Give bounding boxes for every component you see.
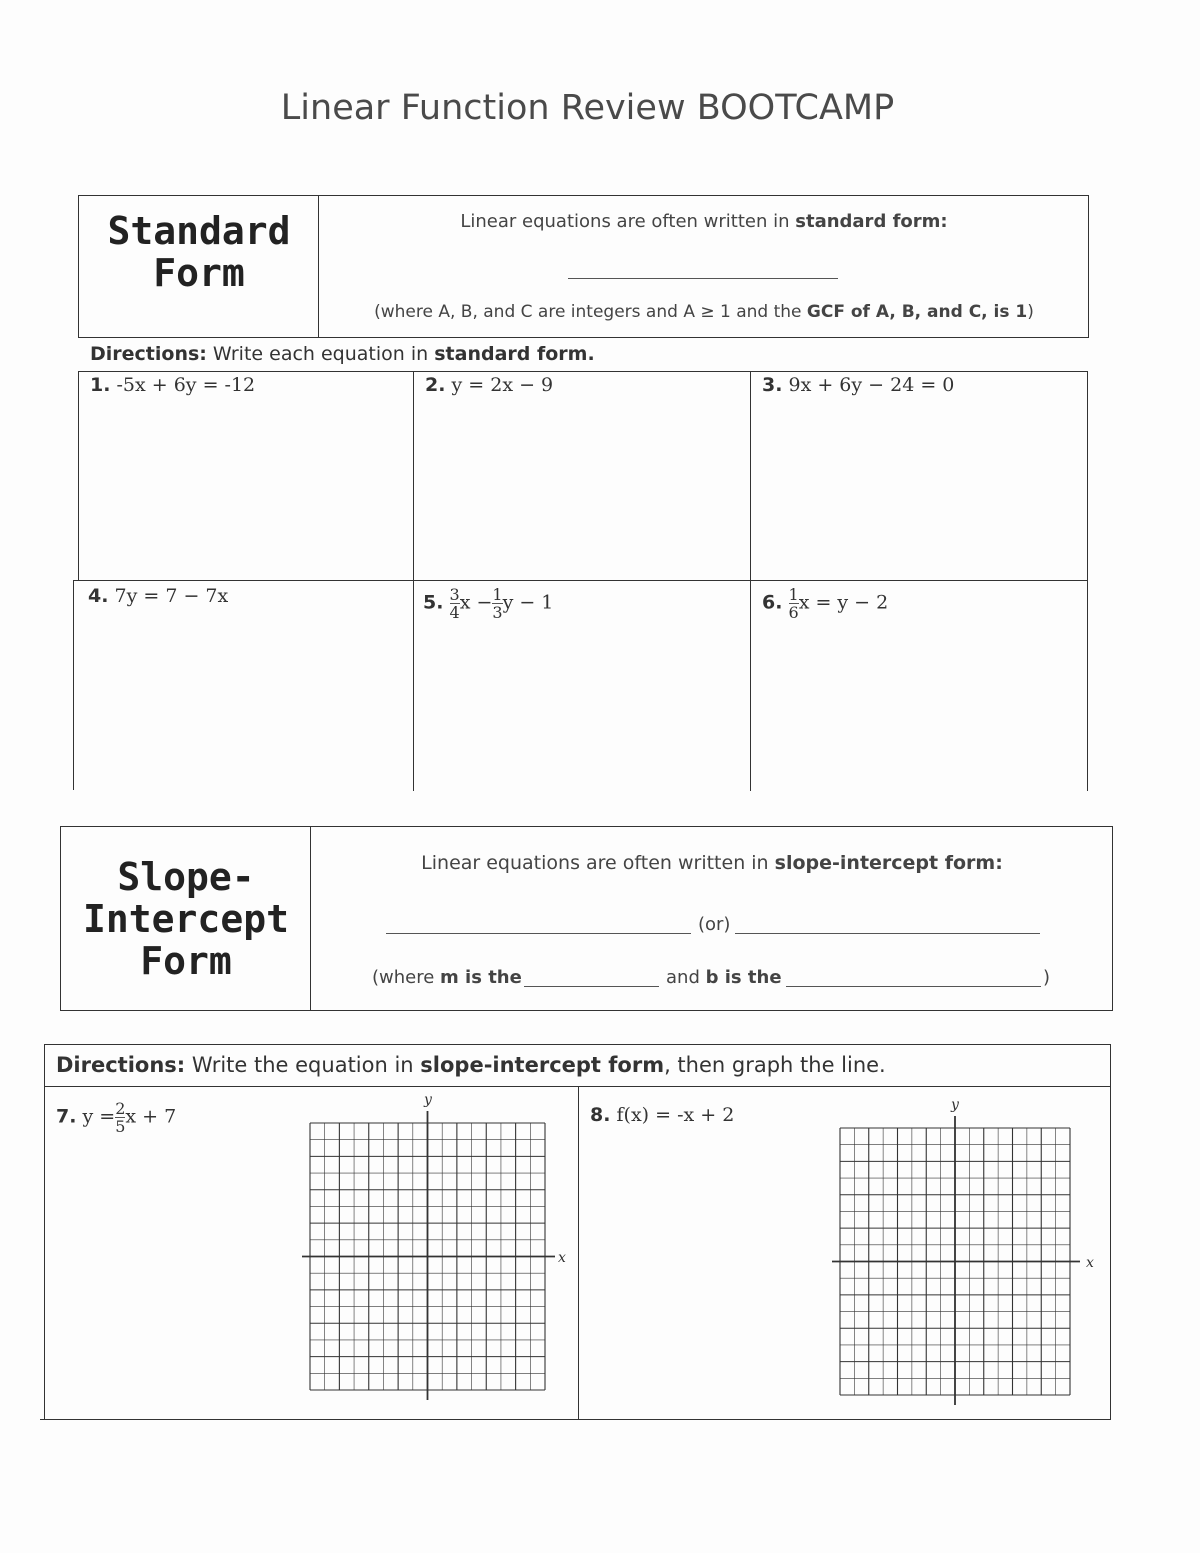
problem-7: [56, 1100, 176, 1135]
note-b: b is the: [705, 967, 782, 988]
note-end: ): [1043, 967, 1051, 988]
slope-intercept-heading: [62, 856, 310, 982]
directions-bold: slope-intercept form: [420, 1053, 665, 1077]
directions-text: Write the equation in: [185, 1053, 421, 1077]
divider: [73, 580, 74, 790]
problem-4: [88, 585, 228, 607]
fraction: [789, 586, 799, 621]
intro-text: Linear equations are often written in: [460, 211, 796, 232]
intercept-blank[interactable]: [786, 986, 1041, 987]
divider: [1110, 1044, 1111, 1420]
directions-bold: standard form.: [434, 343, 595, 365]
equation-part: x = y − 2: [798, 591, 889, 614]
slope-intercept-note-b: [666, 967, 782, 988]
numerator: 3: [449, 585, 460, 604]
heading-line: Slope-: [117, 855, 255, 899]
fraction: [492, 586, 502, 621]
divider: [750, 371, 751, 791]
numerator: 1: [492, 585, 503, 604]
note-text: and: [666, 967, 706, 988]
note-m: m is the: [440, 967, 522, 988]
problem-1: [90, 374, 255, 396]
problem-equation: -5x + 6y = -12: [116, 374, 256, 396]
equation-part: y − 1: [502, 591, 554, 614]
fraction: [115, 1100, 125, 1135]
note-bold: GCF of A, B, and C, is 1: [806, 302, 1028, 322]
worksheet-title: Linear Function Review BOOTCAMP: [280, 88, 895, 128]
denominator: 4: [449, 603, 460, 622]
equation-part: x + 7: [125, 1105, 177, 1128]
directions-text: Write each equation in: [206, 343, 435, 365]
coordinate-grid-7[interactable]: [310, 1123, 545, 1394]
heading-line: Form: [153, 251, 245, 295]
answer-blank[interactable]: [735, 933, 1040, 934]
divider: [74, 580, 1088, 581]
problem-number: 4.: [88, 585, 109, 607]
problem-5: [423, 586, 553, 621]
divider: [318, 195, 319, 338]
problem-equation: y = 2x − 9: [451, 374, 554, 396]
divider: [578, 1086, 579, 1420]
problem-number: 3.: [762, 374, 783, 396]
coordinate-grid-8[interactable]: [840, 1128, 1070, 1399]
denominator: 5: [115, 1117, 126, 1136]
divider: [413, 371, 414, 791]
standard-form-intro: [320, 211, 1088, 232]
intro-bold: standard form:: [795, 211, 948, 232]
note-end: ): [1027, 302, 1034, 322]
equation-part: x −: [459, 591, 493, 614]
equation-part: y =: [82, 1105, 116, 1128]
standard-form-heading: [80, 210, 318, 294]
divider: [310, 826, 311, 1011]
divider: [78, 371, 79, 581]
divider: [40, 1419, 1111, 1420]
problem-number: 1.: [90, 374, 111, 396]
x-axis-label: x: [1086, 1255, 1094, 1271]
heading-line: Intercept: [83, 897, 289, 941]
numerator: 2: [115, 1099, 126, 1118]
heading-line: Form: [140, 939, 232, 983]
problem-number: 5.: [423, 591, 444, 614]
slope-intercept-note: [372, 967, 522, 988]
numerator: 1: [788, 585, 799, 604]
problem-equation: 7y = 7 − 7x: [114, 585, 229, 607]
problem-8: [590, 1104, 734, 1126]
problem-number: 7.: [56, 1105, 77, 1128]
graph-directions: [56, 1053, 886, 1077]
standard-directions: [90, 343, 595, 365]
y-axis-label: y: [424, 1092, 432, 1108]
note-text: (where A, B, and C are integers and A ≥ 1 and the: [374, 302, 807, 322]
directions-label: Directions:: [56, 1053, 186, 1077]
problem-6: [762, 586, 888, 621]
problem-equation: f(x) = -x + 2: [616, 1104, 735, 1126]
problem-number: 8.: [590, 1104, 611, 1126]
directions-end: , then graph the line.: [664, 1053, 886, 1077]
denominator: 6: [788, 603, 799, 622]
heading-line: Standard: [107, 209, 291, 253]
divider: [1087, 371, 1088, 791]
y-axis-label: y: [951, 1097, 959, 1113]
x-axis-label: x: [558, 1250, 566, 1266]
answer-blank[interactable]: [386, 933, 691, 934]
intro-text: Linear equations are often written in: [421, 852, 775, 874]
directions-label: Directions:: [90, 343, 207, 365]
standard-form-note: [320, 302, 1088, 322]
problem-number: 2.: [425, 374, 446, 396]
answer-blank[interactable]: [568, 278, 838, 279]
slope-blank[interactable]: [524, 986, 659, 987]
divider: [44, 1044, 45, 1420]
problem-equation: 9x + 6y − 24 = 0: [788, 374, 955, 396]
slope-intercept-intro: [312, 852, 1112, 874]
note-text: (where: [372, 967, 441, 988]
fraction: [450, 586, 460, 621]
divider: [78, 371, 1088, 372]
or-label: (or): [698, 914, 731, 935]
problem-3: [762, 374, 954, 396]
denominator: 3: [492, 603, 503, 622]
intro-bold: slope-intercept form:: [774, 852, 1003, 874]
problem-2: [425, 374, 553, 396]
problem-number: 6.: [762, 591, 783, 614]
